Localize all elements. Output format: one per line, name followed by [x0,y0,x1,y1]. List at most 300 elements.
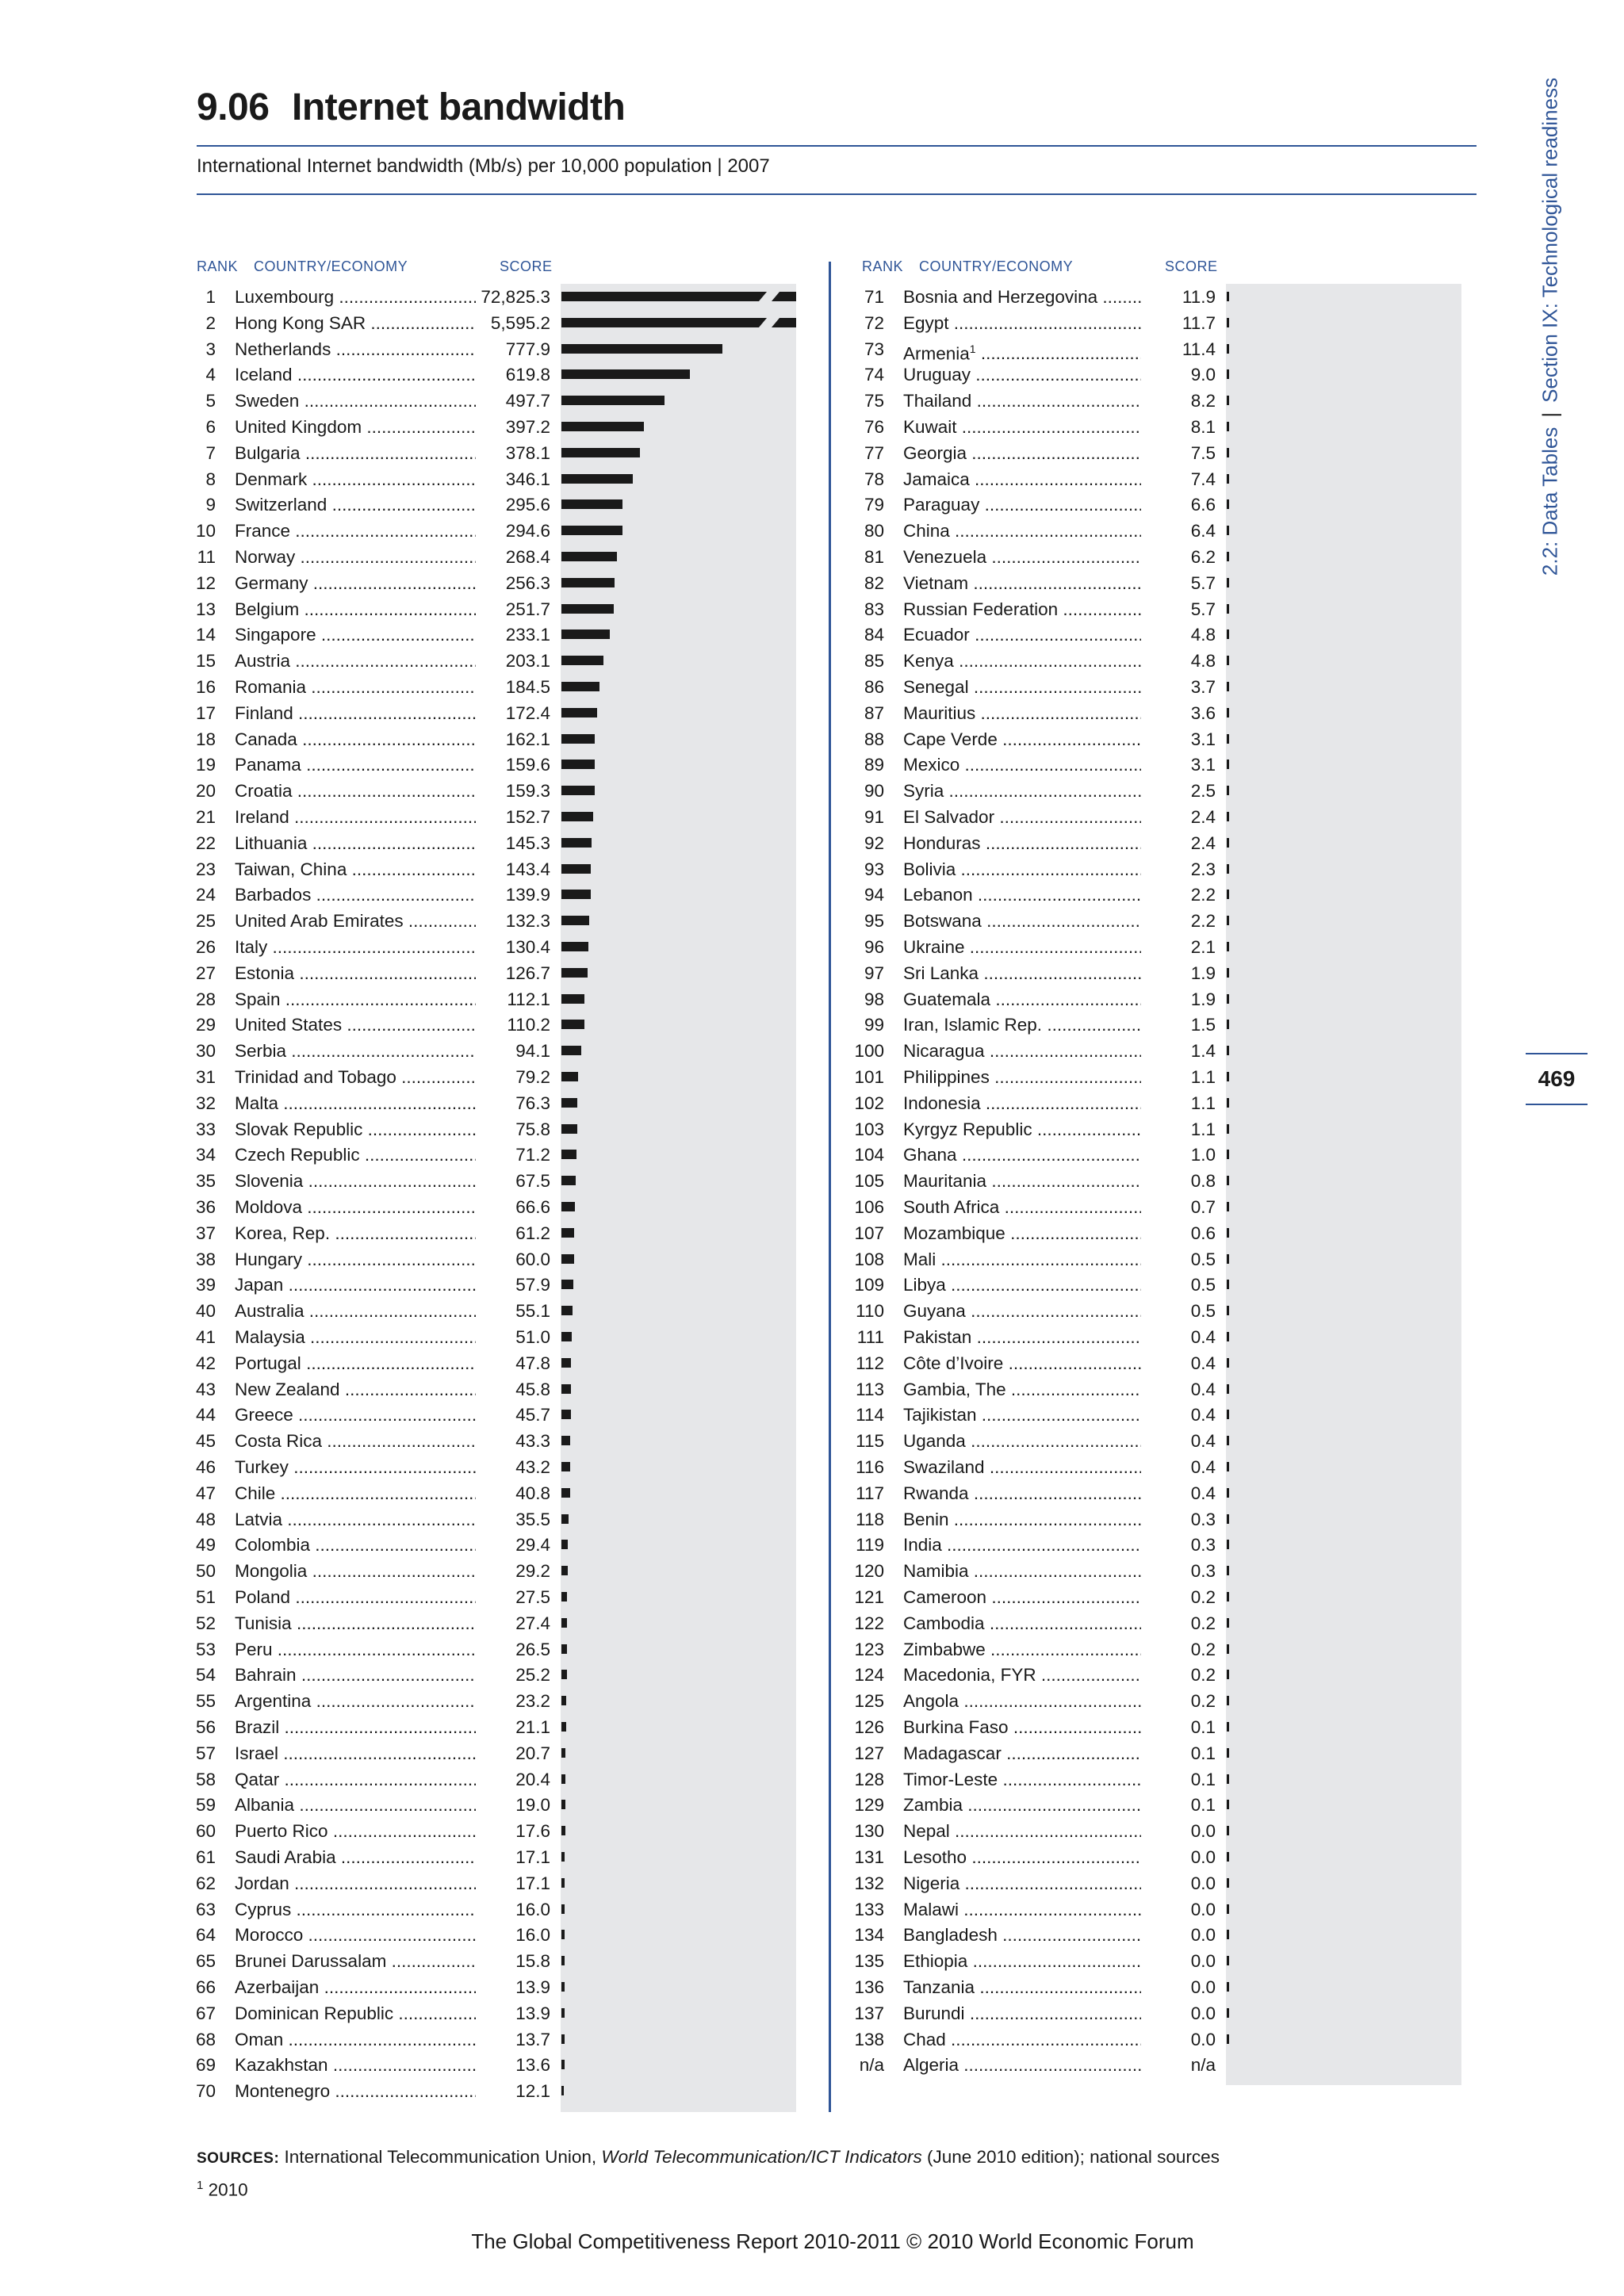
country-cell [235,1402,476,1428]
rank-cell: 126 [854,1717,884,1737]
country-name: Ukraine [903,937,965,957]
rank-cell: 76 [864,417,884,437]
score-bar [561,1722,566,1732]
score-cell: 0.4 [1189,1428,1216,1454]
rank-cell: 38 [195,1249,216,1269]
rank-cell: 103 [854,1119,884,1139]
country-cell [235,1376,476,1402]
table-row [846,466,1216,492]
score-bar [561,1488,570,1498]
rank-cell: 104 [854,1145,884,1165]
country-cell [903,1038,1141,1064]
right-country-header: COUNTRY/ECONOMY [919,258,1074,274]
page-number: 469 [1526,1053,1588,1105]
rank-cell: 37 [195,1223,216,1243]
score-cell: 3.1 [1189,752,1216,778]
right-rank-header: RANK [862,258,904,274]
rank-cell: 98 [864,989,884,1009]
table-row [846,1610,1216,1636]
country-name: Italy [235,937,268,957]
country-name: Guatemala [903,989,991,1009]
country-cell [235,1896,476,1923]
country-cell [903,986,1141,1012]
score-bar [561,1280,573,1289]
country-cell [903,1766,1141,1793]
score-bar [561,1202,575,1211]
country-name: Japan [235,1275,284,1295]
country-cell [903,1402,1141,1428]
table-row [178,1974,550,2000]
rank-cell: 125 [854,1691,884,1712]
country-cell [235,1818,476,1844]
country-name: Croatia [235,781,293,802]
score-bar [561,1150,576,1159]
table-row [846,934,1216,960]
score-cell: 17.1 [514,1870,550,1896]
score-cell: 43.2 [514,1454,550,1480]
table-row [846,1740,1216,1766]
rank-cell: 57 [195,1743,216,1763]
country-name: India [903,1535,942,1556]
table-row [178,2026,550,2053]
country-cell [235,2052,476,2078]
table-row [178,1376,550,1402]
table-row [178,1246,550,1272]
country-name: Bulgaria [235,442,301,463]
country-cell [903,1584,1141,1610]
rank-cell: 52 [195,1613,216,1633]
country-cell [235,908,476,934]
rank-cell: 116 [856,1457,884,1477]
country-name: Azerbaijan [235,1977,320,1997]
score-bar [561,422,644,431]
country-name: Ecuador [903,625,970,645]
score-cell: 79.2 [514,1064,550,1090]
score-cell: 378.1 [504,440,550,466]
score-cell: 184.5 [504,674,550,700]
table-row [178,1116,550,1142]
sources-text-italic: World Telecommunication/ICT Indicators [601,2147,922,2167]
score-cell: 23.2 [514,1688,550,1714]
country-name: Lithuania [235,832,308,853]
table-row [846,908,1216,934]
rank-cell: 70 [195,2081,216,2102]
table-row [846,570,1216,596]
country-name: Lesotho [903,1847,967,1867]
score-cell: 35.5 [514,1506,550,1533]
rank-cell: 73 [864,339,884,359]
score-bar [561,2008,565,2018]
rank-cell: 77 [864,442,884,463]
score-cell: 1.1 [1189,1064,1216,1090]
country-name: Macedonia, FYR [903,1665,1036,1686]
table-row [178,726,550,752]
rank-cell: 42 [195,1353,216,1373]
table-row [178,1714,550,1740]
rank-cell: 11 [197,547,216,567]
rank-cell: 21 [195,807,216,827]
country-cell [903,700,1141,726]
country-name: Moldova [235,1197,303,1217]
table-row [178,1896,550,1923]
rank-cell: 5 [205,391,216,411]
table-row [178,1922,550,1948]
score-bar [1227,1904,1229,1914]
score-bar [561,864,591,874]
country-cell [903,2000,1141,2026]
rank-cell: 63 [195,1899,216,1919]
country-cell [235,1610,476,1636]
score-cell: 397.2 [504,414,550,440]
country-cell [903,1688,1141,1714]
table-row [846,882,1216,908]
country-name: United Arab Emirates [235,911,404,932]
score-cell: 20.7 [514,1740,550,1766]
rank-cell: 136 [854,1977,884,1997]
score-cell: 0.5 [1189,1246,1216,1272]
score-bar [1227,1124,1229,1134]
rank-cell: 55 [195,1691,216,1712]
score-cell: 19.0 [514,1792,550,1818]
rank-cell: 35 [195,1171,216,1192]
rank-cell: 29 [195,1015,216,1035]
score-cell: 43.3 [514,1428,550,1454]
country-cell [903,674,1141,700]
rank-cell: 100 [854,1041,884,1062]
country-name: Israel [235,1743,279,1763]
score-cell: 25.2 [514,1662,550,1688]
country-cell [903,1220,1141,1246]
country-name: Montenegro [235,2081,331,2102]
country-name: Jamaica [903,469,970,489]
country-name: Canada [235,729,297,749]
country-name: Poland [235,1587,291,1607]
country-cell [235,2026,476,2053]
score-bar [561,2086,564,2095]
footnote [197,2179,248,2201]
country-cell [235,1012,476,1038]
country-name: Ethiopia [903,1951,968,1972]
rank-cell: 43 [195,1379,216,1399]
table-row [846,1090,1216,1116]
score-bar [1227,838,1229,848]
country-name: Finland [235,702,293,723]
country-name: Bahrain [235,1665,297,1686]
score-bar [561,1670,567,1679]
table-row [178,440,550,466]
table-row [846,1428,1216,1454]
rank-cell: 44 [195,1405,216,1425]
table-row [178,830,550,856]
country-name: Estonia [235,962,295,983]
table-row [178,1662,550,1688]
score-cell: 2.2 [1189,882,1216,908]
country-cell [235,1298,476,1324]
rank-cell: 119 [856,1535,884,1556]
subtitle-rule [197,193,1477,195]
score-bar [561,994,584,1004]
country-name: Libya [903,1275,946,1295]
table-row [846,1480,1216,1506]
rank-cell: 120 [854,1561,884,1582]
country-cell [903,778,1141,804]
country-cell [903,752,1141,778]
rank-cell: 113 [856,1379,884,1399]
score-cell: 159.3 [504,778,550,804]
score-cell: 346.1 [504,466,550,492]
rank-cell: 71 [864,287,884,307]
score-cell: n/a [1189,2052,1216,2078]
country-name: Hong Kong SAR [235,312,366,333]
rank-cell: 30 [195,1041,216,1062]
country-cell [903,1740,1141,1766]
country-cell [235,1194,476,1220]
score-bar [1227,1592,1229,1601]
country-cell [235,596,476,622]
country-cell [235,362,476,388]
country-name: Hungary [235,1249,303,1269]
score-bar [1227,1358,1229,1368]
table-row [178,856,550,882]
score-bar [1227,1150,1229,1159]
table-row [846,1714,1216,1740]
table-row [178,1532,550,1558]
country-name: Chad [903,2029,946,2049]
table-row [846,1844,1216,1870]
table-row [178,1948,550,1974]
country-name: Cameroon [903,1587,987,1607]
country-name: Uruguay [903,365,971,385]
country-name: Turkey [235,1457,289,1477]
score-cell: 2.3 [1189,856,1216,882]
country-cell [903,1558,1141,1584]
score-cell: 203.1 [504,648,550,674]
score-bar [1227,1254,1229,1264]
country-name: Lebanon [903,885,973,905]
rank-cell: 60 [195,1821,216,1842]
rank-cell: 117 [856,1483,884,1503]
rank-cell: 26 [195,937,216,957]
table-row [846,1662,1216,1688]
score-bar [561,578,615,587]
score-bar [561,1228,574,1238]
country-name: Burundi [903,2003,965,2023]
rank-cell: 25 [195,911,216,932]
country-name: Uganda [903,1431,966,1452]
score-cell: 3.7 [1189,674,1216,700]
table-row [846,1402,1216,1428]
sources-text-b: (June 2010 edition); national sources [921,2147,1220,2167]
country-cell [235,1584,476,1610]
table-row [178,1792,550,1818]
rank-cell: 47 [195,1483,216,1503]
score-cell: 0.4 [1189,1480,1216,1506]
score-cell: 145.3 [504,830,550,856]
score-bar [1227,422,1229,431]
score-cell: 20.4 [514,1766,550,1793]
country-cell [903,1818,1141,1844]
country-cell [235,960,476,986]
country-cell [235,1168,476,1194]
score-bar [1227,629,1229,639]
country-name: Singapore [235,625,316,645]
country-cell [903,1844,1141,1870]
country-name: South Africa [903,1197,1000,1217]
country-name: Malawi [903,1899,959,1919]
country-cell [235,1246,476,1272]
score-bar [1227,1436,1229,1445]
rank-cell: 134 [854,1925,884,1946]
score-bar [561,1462,570,1471]
country-cell [235,414,476,440]
score-bar [1227,916,1229,925]
score-bar [561,1774,565,1784]
rank-cell: 7 [205,442,216,463]
table-row [846,778,1216,804]
score-cell: 5,595.2 [489,310,550,336]
score-bar [561,1800,565,1809]
country-name: Argentina [235,1691,312,1712]
score-cell: 295.6 [504,492,550,518]
score-bar [561,968,588,978]
score-cell: 251.7 [504,596,550,622]
rank-cell: 128 [854,1769,884,1789]
table-row [178,1402,550,1428]
score-cell: 0.3 [1189,1558,1216,1584]
score-cell: 13.9 [514,1974,550,2000]
country-cell [903,570,1141,596]
score-bar [561,682,599,691]
country-cell [903,1428,1141,1454]
country-name: France [235,521,291,541]
score-cell: 777.9 [504,336,550,362]
table-row [178,1636,550,1663]
score-bar [561,1384,571,1394]
country-cell [903,310,1141,336]
score-cell: 0.7 [1189,1194,1216,1220]
score-cell: 0.2 [1189,1662,1216,1688]
score-bar [561,2034,565,2044]
score-bar [1227,1228,1229,1238]
table-row [178,388,550,414]
score-bar [1227,1748,1229,1758]
section-separator: | [1538,411,1562,418]
score-cell: 1.9 [1189,986,1216,1012]
rank-cell: 45 [195,1431,216,1452]
score-bar [561,552,617,561]
left-rank-header: RANK [197,258,239,274]
country-name: Mauritius [903,702,976,723]
score-bar [1227,1670,1229,1679]
country-cell [235,700,476,726]
rank-cell: 62 [195,1873,216,1893]
score-cell: 16.0 [514,1896,550,1923]
table-row [846,960,1216,986]
score-bar [561,629,610,639]
score-cell: 0.2 [1189,1584,1216,1610]
score-bar [561,1358,571,1368]
country-name: United Kingdom [235,417,362,437]
score-cell: 67.5 [514,1168,550,1194]
table-row [846,2000,1216,2026]
country-cell [903,1636,1141,1663]
table-row [178,1012,550,1038]
score-bar [561,812,593,821]
country-name: Barbados [235,885,312,905]
country-name: Serbia [235,1041,287,1062]
table-row [178,414,550,440]
score-bar [1227,318,1229,327]
table-row [846,804,1216,830]
score-cell: 3.6 [1189,700,1216,726]
score-bar [1227,1618,1229,1628]
country-name: Greece [235,1405,293,1425]
country-name: Timor-Leste [903,1769,998,1789]
country-name: Sri Lanka [903,962,979,983]
score-cell: 139.9 [504,882,550,908]
table-row [178,570,550,596]
score-bar [1227,1020,1229,1029]
rank-cell: 130 [854,1821,884,1842]
score-cell: 126.7 [504,960,550,986]
rank-cell: 138 [854,2029,884,2049]
table-row [846,1636,1216,1663]
rank-cell: 59 [195,1795,216,1816]
country-cell [235,778,476,804]
country-cell [235,544,476,570]
country-cell [235,1142,476,1168]
score-bar [1227,1956,1229,1965]
country-name: Mali [903,1249,936,1269]
score-bar [1227,734,1229,744]
table-row [178,934,550,960]
left-score-header: SCORE [500,258,553,274]
country-cell [903,1714,1141,1740]
country-cell [235,752,476,778]
country-cell [903,1532,1141,1558]
country-name: Mauritania [903,1171,987,1192]
score-bar [561,396,665,405]
country-cell [235,934,476,960]
country-name: Austria [235,651,291,672]
score-cell: 0.4 [1189,1376,1216,1402]
score-bar [1227,1488,1229,1498]
country-cell [903,284,1141,310]
footnote-marker: 1 [197,2179,204,2192]
table-row [846,1376,1216,1402]
country-cell [235,336,476,362]
country-name: Germany [235,572,308,593]
rank-cell: 53 [195,1639,216,1659]
country-cell [903,1792,1141,1818]
country-name: Cape Verde [903,729,998,749]
score-cell: 497.7 [504,388,550,414]
country-cell [235,830,476,856]
table-row [178,596,550,622]
rank-cell: 121 [854,1587,884,1607]
country-cell [903,648,1141,674]
country-cell [903,362,1141,388]
score-cell: 51.0 [514,1324,550,1350]
score-cell: 1.1 [1189,1116,1216,1142]
score-cell: 0.2 [1189,1688,1216,1714]
rank-cell: 33 [195,1119,216,1139]
table-row [846,752,1216,778]
score-cell: 8.2 [1189,388,1216,414]
score-cell: 8.1 [1189,414,1216,440]
table-row [178,1350,550,1376]
country-name: Rwanda [903,1483,969,1503]
